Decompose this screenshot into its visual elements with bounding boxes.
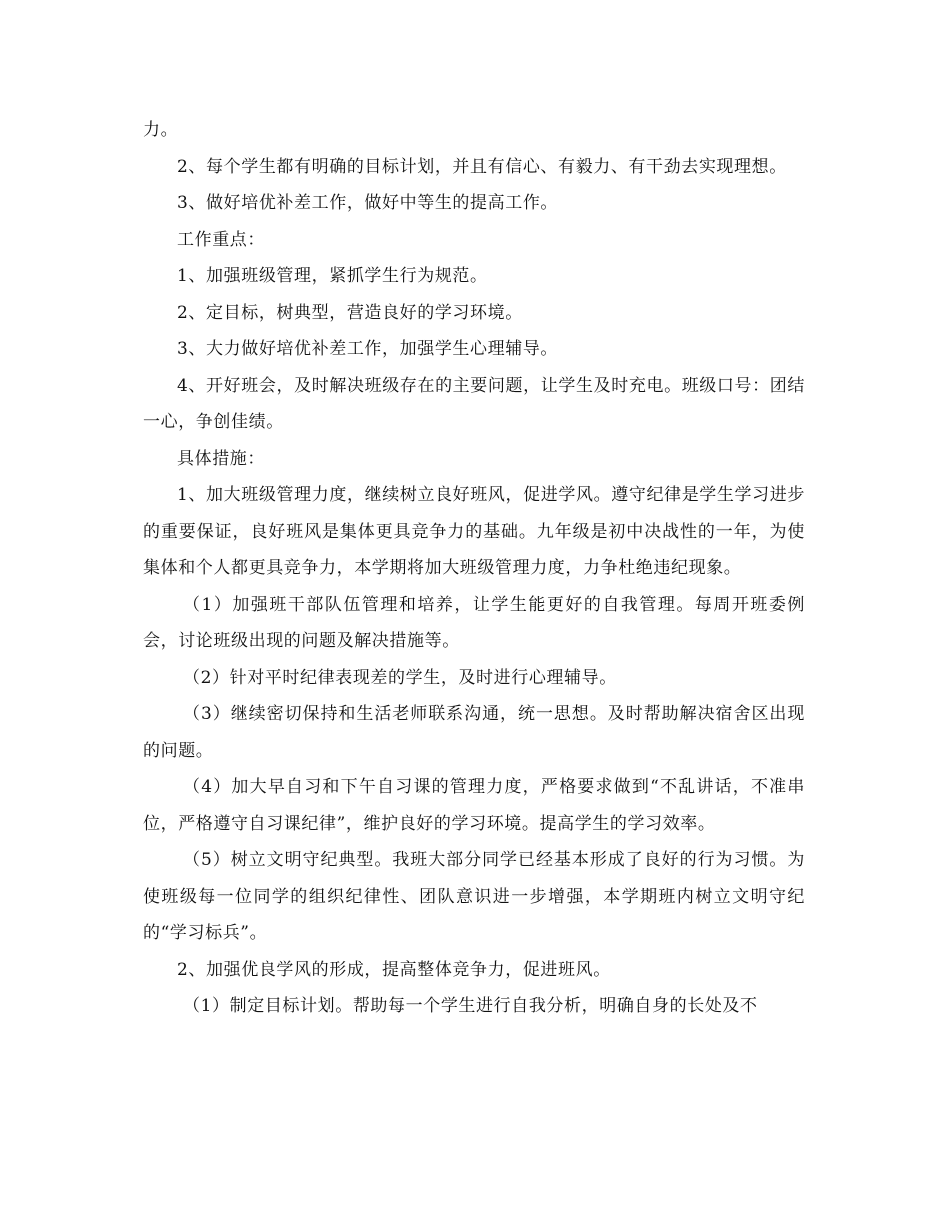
document-body xyxy=(143,112,805,1025)
paragraph: 力。 xyxy=(143,120,179,140)
paragraph: 3、做好培优补差工作，做好中等生的提高工作。 xyxy=(177,193,559,213)
paragraph: 4、开好班会，及时解决班级存在的主要问题，让学生及时充电。班级口号：团结一心，争创佳绩。 xyxy=(143,375,805,432)
paragraph: （2）针对平时纪律表现差的学生，及时进行心理辅导。 xyxy=(183,667,617,688)
section-heading: 具体措施： xyxy=(177,448,265,469)
paragraph: （4）加大早自习和下午自习课的管理力度，严格要求做到“不乱讲话，不准串位，严格遵守自习课纪律”，维护良好的学习环境。提高学生的学习效率。 xyxy=(143,777,805,834)
paragraph: 2、加强优良学风的形成，提高整体竞争力，促进班风。 xyxy=(177,959,611,980)
paragraph: （1）制定目标计划。帮助每一个学生进行自我分析，明确自身的长处及不 xyxy=(183,996,758,1016)
section-heading: 工作重点： xyxy=(177,229,265,250)
paragraph: （5）树立文明守纪典型。我班大部分同学已经基本形成了良好的行为习惯。为使班级每一位同学的组织纪律性、团队意识进一步增强，本学期班内树立文明守纪的“学习标兵”。 xyxy=(143,850,805,943)
paragraph: 2、定目标，树典型，营造良好的学习环境。 xyxy=(177,302,523,323)
paragraph: （1）加强班干部队伍管理和培养，让学生能更好的自我管理。每周开班委例会，讨论班级出现的问题及解决措施等。 xyxy=(143,594,805,651)
paragraph: 3、大力做好培优补差工作，加强学生心理辅导。 xyxy=(177,339,559,359)
paragraph: 1、加大班级管理力度，继续树立良好班风，促进学风。遵守纪律是学生学习进步的重要保证，良好班风是集体更具竞争力的基础。九年级是初中决战性的一年，为使集体和个人都更具竞争力，本学期将加大班级管理力度，力争杜绝违纪现象。 xyxy=(143,485,805,578)
paragraph: 2、每个学生都有明确的目标计划，并且有信心、有毅力、有干劲去实现理想。 xyxy=(177,156,787,177)
paragraph: 1、加强班级管理，紧抓学生行为规范。 xyxy=(177,266,488,286)
paragraph: （3）继续密切保持和生活老师联系沟通，统一思想。及时帮助解决宿舍区出现的问题。 xyxy=(143,704,805,761)
